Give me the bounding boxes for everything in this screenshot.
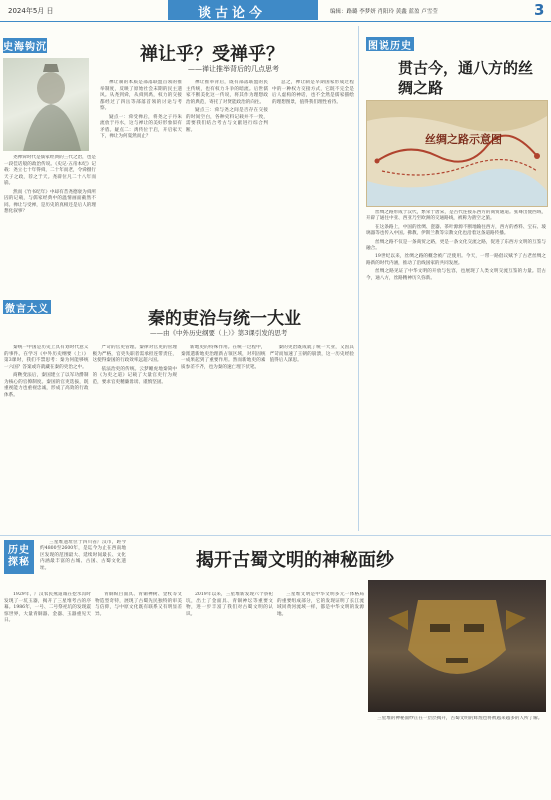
article1-paragraph: 总之，禅让制是早期国家形成过程中的一种权力交接方式，它既不完全是后人虚构的神话，也不全然是儒家描绘的理想图景，值得我们理性看待。: [272, 80, 354, 105]
article2-col: [270, 345, 355, 531]
article4-col: [186, 592, 273, 796]
tag-history-stories: 史海钩沉: [3, 38, 47, 53]
article4-paragraph: 三星堆文明是中华文明多元一体格局的重要组成部分，它的发现证明了长江流域同黄河流域一样，都是中华文明的发源地。: [277, 592, 364, 617]
article4-right-body: [368, 716, 546, 796]
tag-history-explore-text: 历史探秘: [8, 545, 30, 568]
article1-paragraph: 尧禅舜时代是儒家经典的三代之治，也是一段佳话般的政治传说。《史记·五帝本纪》记载：尧立七十年得舜，二十年而老，令舜摄行天子之政，荐之于天。尧辟位凡二十八年而崩。: [4, 155, 96, 186]
bronze-mask-illustration: [368, 580, 546, 712]
header-rule: [0, 21, 551, 22]
article3-title: [398, 58, 538, 98]
article1-paragraph: 疑点三：舜与尧之间是否存在交接的时间空白，各种史料记载并不一致，需要我们结合考古与文献进行综合判断。: [186, 108, 268, 133]
section-title: 谈古论今: [198, 6, 267, 21]
article3-title-text: 贯古今，通八方的丝绸之路: [398, 59, 534, 97]
article1-paragraph: 禅让制的本质是部落联盟首领的推举制度，反映了原始社会末期的民主遗风。从尧到舜，从舜到禹，权力的交接都经过了四岳等部落首领的讨论与考察。: [100, 80, 182, 111]
issue-date: 2024年5月 日: [8, 7, 54, 15]
article2-subtitle: ——由《中外历史纲要（上）》第3课引发的思考: [150, 329, 288, 337]
article3-body: [366, 210, 546, 532]
article2-col: [181, 345, 266, 531]
article4-columns: [4, 592, 364, 796]
portrait-illustration: [3, 58, 89, 151]
article3-paragraph: 19世纪以来，丝绸之路的概念被广泛使用。今天，一带一路倡议赋予了古老丝绸之路新的时代内涵，推动了沿线国家的共同发展。: [366, 254, 546, 266]
article1-paragraph: 禅让推举背后，既有部落联盟的民主传统，也有权力斗争的暗流。后世儒家不断美化这一传说，将其作为理想政治的典范，寄托了对贤能政治的向往。: [186, 80, 268, 105]
article4-paragraph: 1929年，广汉农民燕道诚在挖水沟时发现了一坑玉器，揭开了三星堆考古的序幕。1986年，一号、二号祭祀坑的发现震惊世界，大量青铜器、金器、玉器重见天日。: [4, 592, 91, 623]
section-rule: [0, 535, 551, 536]
editors-line: 编辑：路璐 李梦妍 肖阳玲 黄鑫 蓝盈 卢雪莹: [330, 9, 438, 15]
article3-paragraph: 丝绸之路见证了中华文明的开放与包容，也展现了人类文明交流互鉴的力量。贯古今，通八方，丝路精神历久弥新。: [366, 269, 546, 281]
article2-paragraph: 新地吏的特殊作用。在统一过程中，秦派遣新地吏治理新占领区域，对巩固统一成果起到了重要作用。然而新地吏的素质参差不齐，也为秦的速亡埋下伏笔。: [181, 345, 266, 370]
article4-paragraph: 2019年以来，三星堆新发现六个祭祀坑，出土了金面具、青铜神坛等重要文物，进一步丰富了我们对古蜀文明的认识。: [186, 592, 273, 617]
article2-paragraph: 依法治吏的传统。云梦睡虎地秦简中的《为吏之道》记载了大量官吏行为规范，要求官吏精廉毋谤、谨慎坚固。: [92, 366, 177, 385]
article1-paragraph: 疑点一：舜受禅后，将尧之子丹朱流放于丹水，这与禅让的美好形象似有矛盾。疑点二：禹传位于启，开启家天下，禅让为何戛然而止？: [100, 114, 182, 139]
page-number: 3: [534, 1, 545, 19]
article2-paragraph: 商鞅变法后，秦国建立了以军功爵制为核心的官僚制度。秦国的官吏选拔，既重视能力也重视忠诚，形成了高效的行政体系。: [4, 373, 89, 398]
article2-paragraph: 严苛的官吏管理。秦律对官吏的管理极为严格，官吏失职者需承担连带责任，这使得秦国的行政效率远超六国。: [92, 345, 177, 363]
article1-paragraph: 然而《竹书纪年》中却有昔尧德衰为舜所囚的记载，与儒家经典中的温情画面截然不同。禅让与受禅，是历史的真相还是后人的理想化叙事？: [4, 189, 96, 214]
article2-col: [4, 345, 89, 531]
tag-history-explore: [4, 540, 34, 574]
article3-paragraph: 在这条路上，中国的丝绸、瓷器、茶叶源源不断地输往西方，西方的香料、宝石、玻璃器等也传入中国。佛教、伊斯兰教等宗教文化也沿着这条道路传播。: [366, 224, 546, 237]
tag-small-view: 微言大义: [3, 300, 51, 314]
silk-road-map: [367, 101, 547, 206]
article4-col: [4, 592, 91, 796]
article3-paragraph: 丝绸之路不仅是一条商贸之路，更是一条文化交流之路，促进了东西方文明的互鉴与融合。: [366, 239, 546, 252]
page-header: [0, 0, 551, 22]
article2-paragraph: 秦的吏治既成就了统一大业，又因其严苛而加速了王朝的崩溃，这一历史经验值得后人深思。: [269, 345, 354, 363]
article1-columns-left: [4, 155, 96, 295]
article4-intro: [40, 540, 126, 588]
article2-paragraph: 秦统一中国是历史上具有划时代意义的事件。在学习《中外历史纲要（上）》第3课时，我们不禁思考：秦为何能够统一六国？答案或许就藏在秦的吏治之中。: [4, 345, 89, 370]
article2-columns: [4, 345, 354, 531]
article2-col: [93, 345, 178, 531]
article4-intro-text: 三星堆遗址位于四川省广汉市，距今约4800至2600年，是迄今为止在西南地区发现的范围最大、延续时间最长、文化内涵最丰富的古城、古国、古蜀文化遗址。: [40, 540, 126, 571]
article4-col: [277, 592, 364, 796]
article4-paragraph: 三星堆的神秘面纱正在一层层揭开，古蜀文明的辉煌也将被越来越多的人所了解。: [377, 716, 543, 721]
article1-title: 禅让乎？受禅乎？: [140, 44, 284, 65]
article1-col: [272, 80, 354, 295]
article4-col: [95, 592, 182, 796]
column-divider: [358, 26, 359, 531]
article3-paragraph: 丝绸之路形成于汉代，繁荣于唐宋，是古代连接东西方的商贸通道。张骞出使西域，开辟了通往中亚、西亚乃至欧洲的交通路线，被称为凿空之旅。: [366, 210, 546, 222]
article2-title: 秦的吏治与统一大业: [148, 309, 301, 329]
article1-columns: [100, 80, 354, 295]
map-caption: 丝绸之路示意图: [425, 133, 502, 146]
article4-image: [368, 580, 546, 712]
tag-picture-history: 图说历史: [366, 37, 414, 51]
article1-subtitle: ——禅让推举背后的几点思考: [188, 65, 279, 73]
article4-title: 揭开古蜀文明的神秘面纱: [196, 550, 394, 571]
article3-map: [366, 100, 548, 207]
article1-col: [100, 80, 182, 295]
article4-paragraph: 青铜纵目面具、青铜神树、金杖等文物造型奇特，展现了古蜀先民独特的审美与信仰，与中原文化既有联系又有明显差异。: [95, 592, 182, 617]
article1-col: [4, 155, 96, 295]
article1-col: [186, 80, 268, 295]
article1-image: [3, 58, 89, 151]
